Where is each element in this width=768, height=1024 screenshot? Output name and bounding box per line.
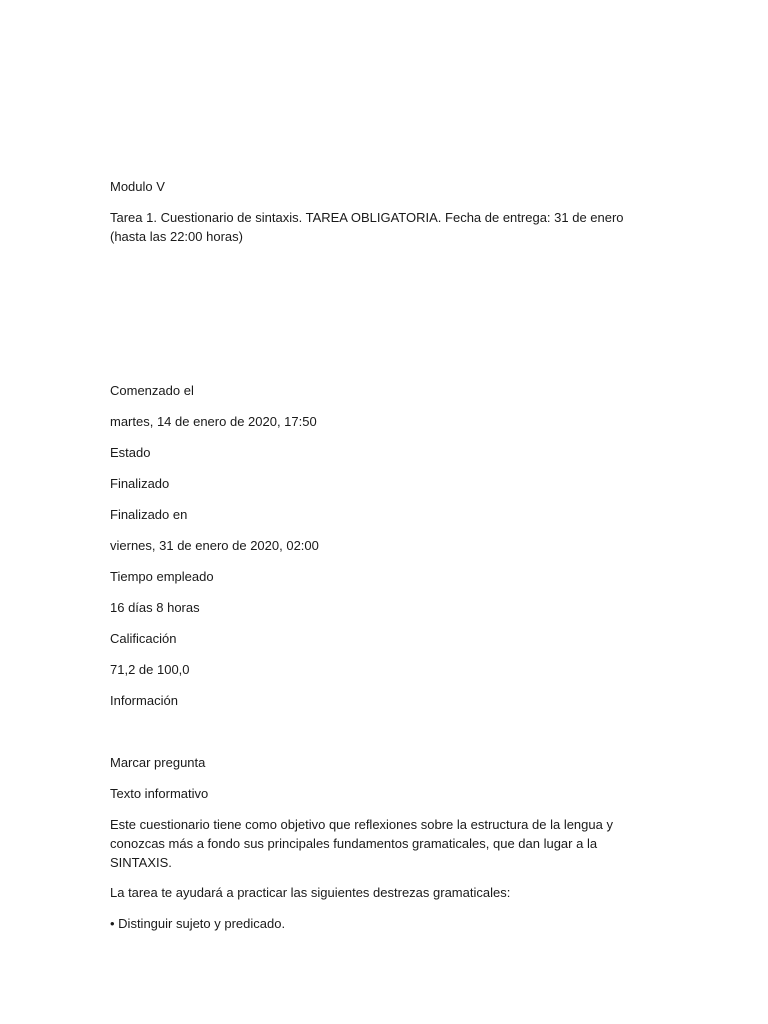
finished-label: Finalizado en [110,507,188,522]
finished-value: viernes, 31 de enero de 2020, 02:00 [110,538,319,553]
task-title: Tarea 1. Cuestionario de sintaxis. TAREA OBLIGATORIA. Fecha de entrega: 31 de enero (hasta las 22:00 horas) [110,210,624,244]
question-type-label: Texto informativo [110,786,209,801]
started-label: Comenzado el [110,383,194,398]
grade-label: Calificación [110,631,177,646]
skills-intro: La tarea te ayudará a practicar las siguientes destrezas gramaticales: [110,885,511,900]
started-value: martes, 14 de enero de 2020, 17:50 [110,414,317,429]
flag-question-link[interactable]: Marcar pregunta [110,755,206,770]
module-heading: Modulo V [110,179,165,194]
grade-value: 71,2 de 100,0 [110,662,190,677]
time-value: 16 días 8 horas [110,600,200,615]
state-label: Estado [110,445,151,460]
time-label: Tiempo empleado [110,569,214,584]
info-label: Información [110,693,178,708]
list-item: • Distinguir sujeto y predicado. [110,916,286,931]
intro-paragraph: Este cuestionario tiene como objetivo que reflexiones sobre la estructura de la lengua y conozcas más a fondo sus principales fundamentos gramaticales, que dan lugar a la SINTAXIS. [110,817,613,870]
state-value: Finalizado [110,476,170,491]
